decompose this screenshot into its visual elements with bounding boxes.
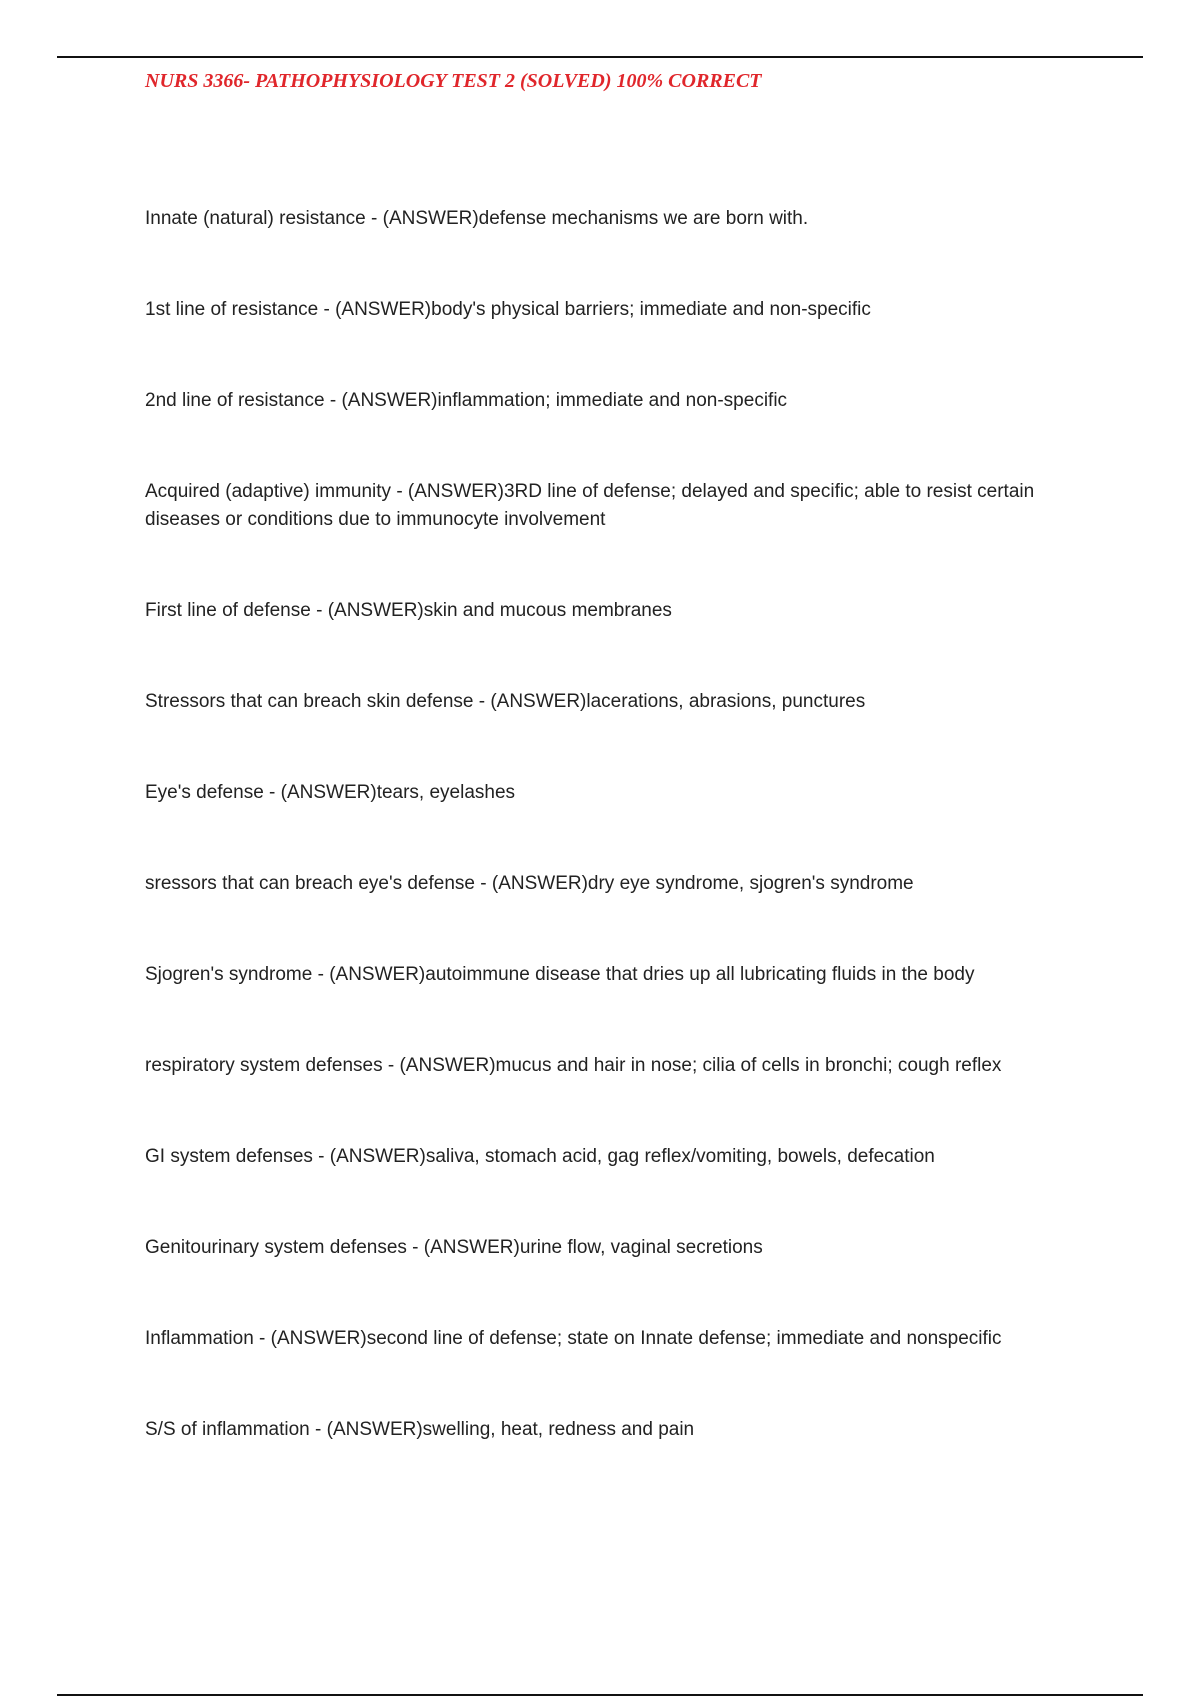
qa-item: respiratory system defenses - (ANSWER)mucus and hair in nose; cilia of cells in bronchi; cough reflex [145,1055,1002,1076]
qa-item: sressors that can breach eye's defense - (ANSWER)dry eye syndrome, sjogren's syndrome [145,873,914,894]
qa-item: Eye's defense - (ANSWER)tears, eyelashes [145,782,516,803]
qa-item: GI system defenses - (ANSWER)saliva, stomach acid, gag reflex/vomiting, bowels, defecation [145,1146,935,1167]
qa-list [145,205,1095,1507]
qa-item: Innate (natural) resistance - (ANSWER)defense mechanisms we are born with. [145,208,809,229]
qa-item: 2nd line of resistance - (ANSWER)inflammation; immediate and non-specific [145,390,788,411]
qa-item: S/S of inflammation - (ANSWER)swelling, heat, redness and pain [145,1419,695,1440]
qa-item: Acquired (adaptive) immunity - (ANSWER)3RD line of defense; delayed and specific; able to resist certain diseases or conditions due to immunocyte involvement [145,481,1035,530]
qa-item: Genitourinary system defenses - (ANSWER)urine flow, vaginal secretions [145,1237,763,1258]
top-rule [57,56,1143,58]
qa-item: Inflammation - (ANSWER)second line of defense; state on Innate defense; immediate and nonspecific [145,1328,1002,1349]
qa-item: First line of defense - (ANSWER)skin and mucous membranes [145,600,672,621]
bottom-rule [57,1694,1143,1696]
qa-item: Stressors that can breach skin defense - (ANSWER)lacerations, abrasions, punctures [145,691,866,712]
qa-item: 1st line of resistance - (ANSWER)body's physical barriers; immediate and non-specific [145,299,871,320]
qa-item: Sjogren's syndrome - (ANSWER)autoimmune disease that dries up all lubricating fluids in the body [145,964,975,985]
document-title: NURS 3366- PATHOPHYSIOLOGY TEST 2 (SOLVED) 100% CORRECT [145,70,762,92]
